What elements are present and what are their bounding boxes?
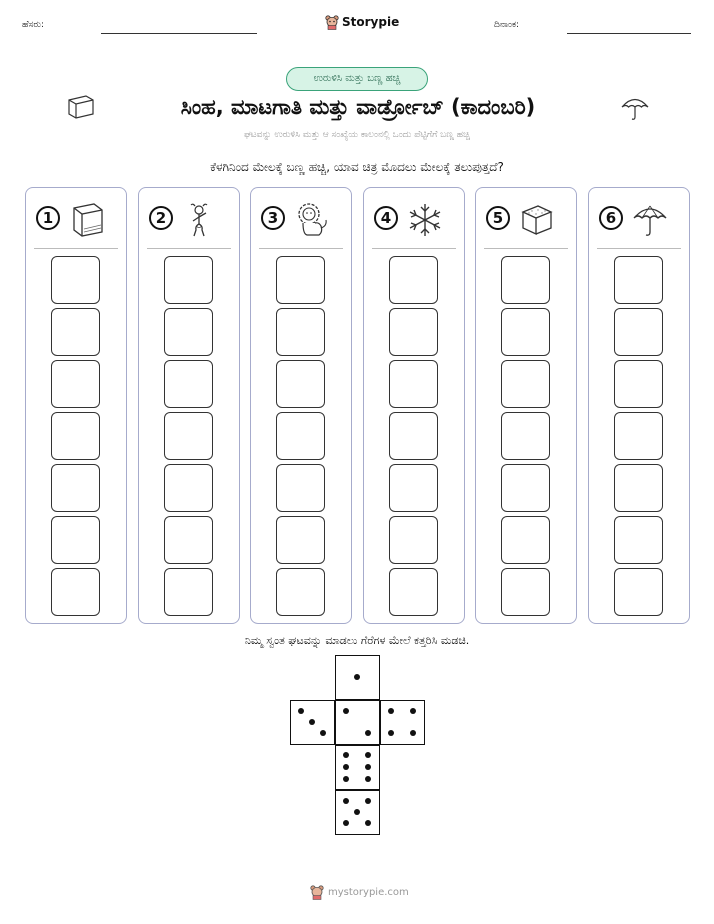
color-box[interactable] [51,308,100,356]
color-box[interactable] [614,412,663,460]
color-box[interactable] [501,464,550,512]
color-box[interactable] [51,412,100,460]
color-box[interactable] [389,256,438,304]
color-box[interactable] [51,464,100,512]
column-divider [597,248,681,249]
turkish-delight-icon [518,202,556,238]
footer-url[interactable]: mystorypie.com [328,886,409,898]
column-number: 1 [36,206,60,230]
color-box[interactable] [164,308,213,356]
column-divider [147,248,231,249]
umbrella-title-icon [620,94,650,122]
color-box[interactable] [51,256,100,304]
column-divider [34,248,118,249]
color-box[interactable] [51,568,100,616]
color-box[interactable] [614,308,663,356]
column-divider [259,248,343,249]
column-header [599,202,679,238]
question: ಕೆಳಗಿನಿಂದ ಮೇಲಕ್ಕೆ ಬಣ್ಣ ಹಚ್ಚಿ, ಯಾವ ಚಿತ್ರ ಮೊದಲು ಮೇಲಕ್ಕೆ ತಲುಪುತ್ತದೆ? [210,160,504,174]
color-box[interactable] [164,516,213,564]
column-4 [363,187,465,624]
subtitle: ಘಟವನ್ನು ಉರುಳಿಸಿ ಮತ್ತು ಆ ಸಂಖ್ಯೆಯ ಕಾಲಂನಲ್ಲಿ ಒಂದು ಪೆಟ್ಟಿಗೆಗೆ ಬಣ್ಣ ಹಚ್ಚಿ [244,130,470,140]
color-box[interactable] [614,568,663,616]
storypie-footer-logo-icon [310,884,324,900]
activity-badge: ಉರುಳಿಸಿ ಮತ್ತು ಬಣ್ಣ ಹಚ್ಚಿ [286,67,428,91]
faun-icon [181,202,219,238]
box-stack [164,256,214,620]
date-label: ದಿನಾಂಕ: [494,20,520,30]
name-line [101,33,257,34]
column-number: 6 [599,206,623,230]
die-face-6 [335,745,380,790]
header [0,14,714,38]
box-stack [614,256,664,620]
dice-instruction: ನಿಮ್ಮ ಸ್ವಂತ ಘಟವನ್ನು ಮಾಡಲು ಗೆರೆಗಳ ಮೇಲೆ ಕತ್ತರಿಸಿ ಮಡಚಿ. [244,634,470,647]
color-box[interactable] [164,568,213,616]
book-icon [68,202,106,238]
die-face-1 [335,655,380,700]
column-header [36,202,116,238]
color-box[interactable] [614,256,663,304]
die-face-5 [335,790,380,835]
color-box[interactable] [276,516,325,564]
column-5 [475,187,577,624]
column-6 [588,187,690,624]
color-box[interactable] [501,360,550,408]
column-2 [138,187,240,624]
column-header [486,202,566,238]
die-face-2 [335,700,380,745]
brand [325,14,399,30]
column-divider [484,248,568,249]
color-box[interactable] [164,412,213,460]
color-box[interactable] [276,360,325,408]
column-1 [25,187,127,624]
color-box[interactable] [276,464,325,512]
dice-net [290,655,424,835]
color-box[interactable] [276,568,325,616]
color-box[interactable] [164,256,213,304]
storypie-logo-icon [325,14,339,30]
name-label: ಹೆಸರು: [22,20,45,30]
color-box[interactable] [51,360,100,408]
color-box[interactable] [276,412,325,460]
column-number: 4 [374,206,398,230]
book-title-icon [66,94,96,120]
color-box[interactable] [51,516,100,564]
color-box[interactable] [389,516,438,564]
color-box[interactable] [501,308,550,356]
color-box[interactable] [501,516,550,564]
color-box[interactable] [614,516,663,564]
color-box[interactable] [614,360,663,408]
box-stack [276,256,326,620]
box-stack [51,256,101,620]
umbrella-icon [631,202,669,238]
title-row [0,92,714,126]
column-header [261,202,341,238]
date-line [567,33,691,34]
die-face-4 [380,700,425,745]
color-box[interactable] [389,308,438,356]
color-box[interactable] [501,256,550,304]
die-face-3 [290,700,335,745]
column-header [374,202,454,238]
color-box[interactable] [276,256,325,304]
column-number: 5 [486,206,510,230]
color-box[interactable] [164,360,213,408]
brand-name: Storypie [342,15,400,29]
footer [0,884,714,906]
color-box[interactable] [389,412,438,460]
color-box[interactable] [389,568,438,616]
column-number: 3 [261,206,285,230]
lion-icon [293,202,331,238]
snowflake-icon [406,202,444,238]
column-divider [372,248,456,249]
box-stack [501,256,551,620]
column-header [149,202,229,238]
column-number: 2 [149,206,173,230]
color-box[interactable] [276,308,325,356]
color-box[interactable] [614,464,663,512]
color-box[interactable] [501,568,550,616]
column-3 [250,187,352,624]
box-stack [389,256,439,620]
color-box[interactable] [501,412,550,460]
page-title: ಸಿಂಹ, ಮಾಟಗಾತಿ ಮತ್ತು ವಾರ್ಡ್ರೋಬ್ (ಕಾದಂಬರಿ) [180,95,536,119]
color-box[interactable] [389,464,438,512]
color-box[interactable] [164,464,213,512]
color-box[interactable] [389,360,438,408]
